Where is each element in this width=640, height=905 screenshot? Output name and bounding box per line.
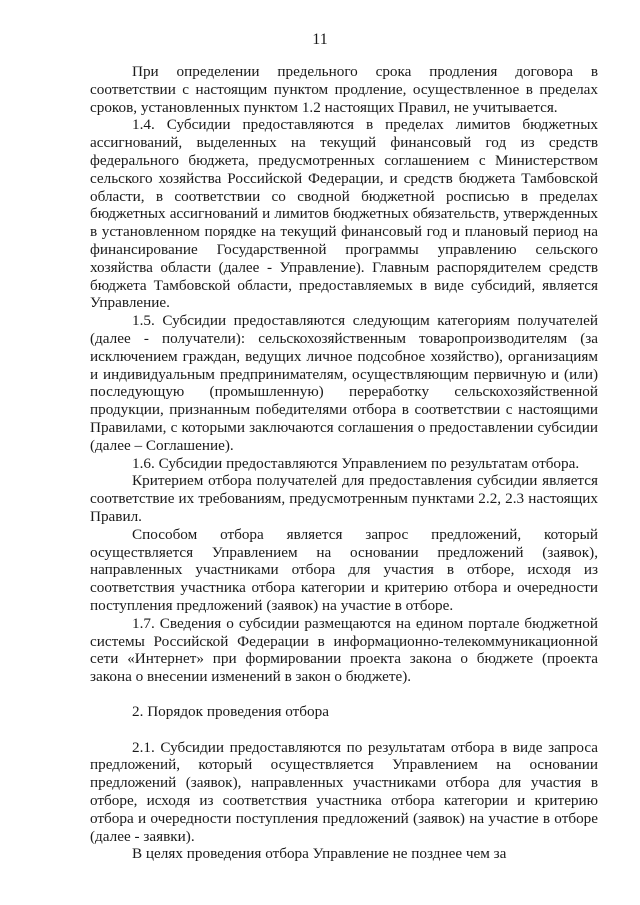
paragraph-selection-criterion: Критерием отбора получателей для предоставления субсидии является соответствие их требованиям, предусмотренным пунктами 2.2, 2.3 настоящих Правил. [90,472,598,525]
paragraph-selection-start: В целях проведения отбора Управление не позднее чем за [132,845,507,863]
paragraph-1-6: 1.6. Субсидии предоставляются Управлением по результатам отбора. [132,454,580,472]
paragraph-1-4: 1.4. Субсидии предоставляются в пределах лимитов бюджетных ассигнований, выделенных на текущий финансовый год из средств федерального бюджета, предусмотренных соглашением с Министерством сельского хозяйства Российской Федерации, и средств бюджета Тамбовской области, в соответствии со сводной бюджетной росписью в пределах бюджетных ассигнований и лимитов бюджетных обязательств, утвержденных в установленном порядке на текущий финансовый год и плановый период на финансирование Государственной программы управлению сельского хозяйства области (далее - Управление). Главным распорядителем средств бюджета Тамбовской области, предоставляемых в виде субсидий, является Управление. [90,116,598,312]
page-number: 11 [312,31,328,48]
paragraph-1-5: 1.5. Субсидии предоставляются следующим категориям получателей (далее - получатели): сельскохозяйственным товаропроизводителям (за исключением граждан, ведущих личное подсобное хозяйство), организациям и индивидуальным предпринимателям, осуществляющим первичную и (или) последующую (промышленную) переработку сельскохозяйственной продукции, признанным победителями отбора в соответствии с настоящими Правилами, с которыми заключаются соглашения о предоставлении субсидии (далее – Соглашение). [90,312,598,454]
section-heading: 2. Порядок проведения отбора [132,702,329,720]
spacer [90,721,598,739]
document-body [90,63,598,863]
paragraph-selection-method: Способом отбора является запрос предложений, который осуществляется Управлением на основании предложений (заявок), направленных участниками отбора для участия в отборе, исходя из соответствия участника отбора категории и критерию отбора и очередности поступления предложений (заявок) на участие в отборе. [90,525,598,614]
paragraph-1-7: 1.7. Сведения о субсидии размещаются на едином портале бюджетной системы Российской Федерации в информационно-телекоммуникационной сети «Интернет» при формировании проекта закона о бюджете (проекта закона о внесении изменений в закон о бюджете). [90,614,598,686]
paragraph-2-1: 2.1. Субсидии предоставляются по результатам отбора в виде запроса предложений, который осуществляется Управлением на основании предложений (заявок), направленных участниками отбора для участия в отборе, исходя из соответствия участника отбора категории и критерию отбора и очередности поступления предложений (заявок) на участие в отборе (далее - заявки). [90,738,598,845]
spacer [90,686,598,703]
paragraph-extension-term: При определении предельного срока продления договора в соответствии с настоящим пунктом продление, осуществленное в пределах сроков, установленных пунктом 1.2 настоящих Правил, не учитывается. [90,63,598,116]
